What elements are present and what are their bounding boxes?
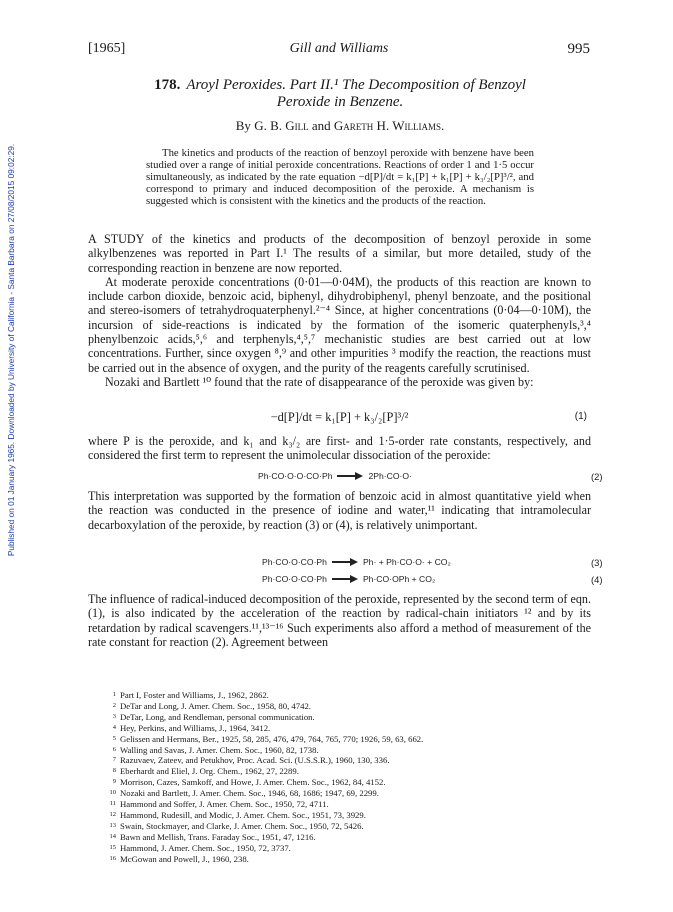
reference-text: Part I, Foster and Williams, J., 1962, 2862. [120, 690, 269, 700]
reference-item [106, 777, 586, 788]
reference-text: Nozaki and Bartlett, J. Amer. Chem. Soc., 1946, 68, 1686; 1947, 69, 2299. [120, 788, 379, 799]
reference-text: Bawn and Mellish, Trans. Faraday Soc., 1951, 47, 1216. [120, 831, 316, 842]
download-watermark-text: Published on 01 January 1965. Downloaded by University of California - Santa Barbara on 27/08/2015 09:02:29. [6, 143, 16, 557]
reference-text: Swain, Stockmayer, and Clarke, J. Amer. Chem. Soc., 1950, 72, 5426. [120, 820, 364, 831]
authors-prefix: By [235, 118, 251, 133]
abstract: The kinetics and products of the reaction of benzoyl peroxide with benzene have been studied over a range of initial peroxide concentrations. Reactions of order 1 and 1·5 occur simultaneously, as indicated by the rate equation −d[P]/dt = k₁[P] + k₁[P] + k₃/₂[P]³/², and correspond to primary and induced decomposition of the peroxide. A mechanism is suggested which is consistent with the kinetics and the products of the reaction. [146, 147, 534, 208]
body-block-1 [88, 232, 591, 389]
reference-number: 7 [112, 756, 116, 764]
reaction-4-product: Ph·CO·OPh + CO₂ [362, 573, 436, 584]
paragraph-4: where P is the peroxide, and k₁ and k₃/₂ are first- and 1·5-order rate constants, respectively, and considered the first term to represent the unimolecular dissociation of the peroxide: [88, 434, 591, 463]
reference-text: DeTar and Long, J. Amer. Chem. Soc., 1958, 80, 4742. [120, 700, 311, 711]
article-number: 178. [154, 77, 181, 93]
reference-item [106, 745, 586, 756]
reference-text: Morrison, Cazes, Samkoff, and Howe, J. Amer. Chem. Soc., 1962, 84, 4152. [120, 777, 386, 788]
reference-item [106, 690, 586, 701]
reference-number: 11 [109, 800, 116, 808]
reference-item [106, 821, 586, 832]
body-block-2 [88, 434, 591, 463]
reference-text: McGowan and Powell, J., 1960, 238. [120, 853, 249, 864]
paragraph-1: A STUDY of the kinetics and products of the decomposition of benzoyl peroxide in some alkylbenzenes was reported in Part I.¹ The results of a similar, but more detailed, study of the corresponding reaction in benzene are now reported. [88, 232, 591, 275]
article-title-line-2: Peroxide in Benzene. [276, 94, 404, 110]
reaction-2-reactant: Ph·CO·O·O·CO·Ph [258, 470, 333, 481]
author-2: Gareth H. Williams. [333, 118, 445, 133]
article-title [90, 77, 590, 111]
reference-item [106, 755, 586, 766]
reference-item [106, 734, 586, 745]
reaction-4 [262, 573, 435, 587]
reaction-4-reactant: Ph·CO·O·CO·Ph [262, 573, 327, 584]
reference-item [106, 701, 586, 712]
reference-number: 16 [109, 854, 116, 862]
header-year: [1965] [88, 41, 126, 56]
reference-number: 9 [112, 778, 116, 786]
body-block-3 [88, 489, 591, 532]
reaction-4-number: (4) [591, 574, 603, 585]
paragraph-5: This interpretation was supported by the formation of benzoic acid in almost quantitative yield when the reaction was conducted in the presence of iodine and water,¹¹ indicating that intramolecular decarboxylation of the peroxide, by reaction (3) or (4), is relatively unimportant. [88, 489, 591, 532]
reaction-2-number: (2) [591, 471, 603, 482]
reference-item [106, 712, 586, 723]
reference-text: Hey, Perkins, and Williams, J., 1964, 3412. [120, 722, 271, 733]
reference-number: 15 [109, 843, 116, 851]
reaction-2-product: 2Ph·CO·O· [368, 470, 412, 481]
header-running-title: Gill and Williams [289, 41, 389, 56]
reference-number: 6 [112, 745, 116, 753]
header-page-number: 995 [567, 41, 590, 57]
reference-item [106, 766, 586, 777]
paragraph-6: The influence of radical-induced decomposition of the peroxide, represented by the second term of eqn. (1), is also indicated by the acceleration of the reaction by radical-chain initiators ¹² and by its retardation by radical scavengers.¹¹,¹³⁻¹⁶ Such experiments also afford a method of measurement of the rate constant for reaction (2). Agreement between [88, 592, 591, 649]
reference-item [106, 799, 586, 810]
running-header [88, 41, 590, 61]
reaction-3-product: Ph· + Ph·CO·O· + CO₂ [362, 556, 451, 567]
reference-text: Gelissen and Hermans, Ber., 1925, 58, 285, 476, 479, 764, 765, 770; 1926, 59, 63, 662. [120, 733, 424, 744]
paragraph-3: Nozaki and Bartlett ¹⁰ found that the rate of disappearance of the peroxide was given by: [104, 374, 534, 389]
reference-text: Hammond and Soffer, J. Amer. Chem. Soc., 1950, 72, 4711. [120, 799, 329, 810]
reference-number: 14 [109, 832, 116, 840]
reference-number: 10 [109, 789, 116, 797]
reaction-3-reactant: Ph·CO·O·CO·Ph [262, 556, 327, 567]
reference-text: Hammond, J. Amer. Chem. Soc., 1950, 72, 3737. [120, 842, 291, 853]
reference-number: 8 [112, 767, 116, 775]
reaction-2 [258, 470, 412, 484]
reference-number: 4 [112, 723, 116, 731]
author-line [90, 118, 590, 134]
reference-text: Eberhardt and Eliel, J. Org. Chem., 1962, 27, 2289. [120, 766, 299, 777]
reference-list [106, 690, 586, 865]
reference-text: Hammond, Rudesill, and Modic, J. Amer. Chem. Soc., 1951, 73, 3929. [120, 809, 366, 820]
reaction-arrow-icon [332, 558, 358, 566]
reaction-arrow-icon [337, 472, 363, 480]
reference-number: 13 [109, 821, 116, 829]
reference-item [106, 854, 586, 865]
reference-number: 2 [112, 701, 116, 709]
authors-and: and [311, 118, 331, 133]
reference-number: 3 [112, 712, 116, 720]
reference-text: DeTar, Long, and Rendleman, personal communication. [120, 711, 315, 722]
equation-1 [88, 410, 591, 426]
equation-1-number: (1) [574, 411, 587, 422]
reaction-arrow-icon [332, 575, 358, 583]
reference-item [106, 832, 586, 843]
reference-item [106, 810, 586, 821]
reaction-3 [262, 556, 451, 570]
article-title-text-1: Aroyl Peroxides. Part II.¹ The Decomposition of Benzoyl [186, 77, 526, 93]
paragraph-2: At moderate peroxide concentrations (0·01—0·04M), the products of this reaction are known to include carbon dioxide, benzoic acid, biphenyl, dihydrobiphenyl, phenyl benzoate, and the positional and stereo-isomers of tetrahydroquaterphenyl.²⁻⁴ Since, at higher concentrations (0·04—0·10M), the incursion of side-reactions is indicated by the formation of the isomeric quaterphenyls,³,⁴ phenylbenzoic acids,⁵,⁶ and terphenyls,⁴,⁵,⁷ mechanistic studies are best carried out at low concentrations. Further, since oxygen ⁸,⁹ and other impurities ³ modify the reaction, the reactions must be carried out in the absence of oxygen, and the purity of the reagents carefully scrutinised. [88, 274, 591, 375]
reference-text: Walling and Savas, J. Amer. Chem. Soc., 1960, 82, 1738. [120, 744, 319, 755]
reaction-3-number: (3) [591, 557, 603, 568]
reference-number: 12 [109, 810, 116, 818]
author-1: G. B. Gill [254, 118, 309, 133]
reference-text: Razuvaev, Zateev, and Petukhov, Proc. Acad. Sci. (U.S.S.R.), 1960, 130, 336. [120, 755, 390, 766]
reference-item [106, 843, 586, 854]
reference-item [106, 788, 586, 799]
equation-1-expression: −d[P]/dt = k₁[P] + k₃/₂[P]³/² [270, 410, 409, 424]
article-title-line-1 [90, 77, 590, 94]
reference-number: 1 [112, 691, 116, 698]
reference-number: 5 [112, 734, 116, 742]
body-block-4 [88, 592, 591, 649]
reference-item [106, 723, 586, 734]
